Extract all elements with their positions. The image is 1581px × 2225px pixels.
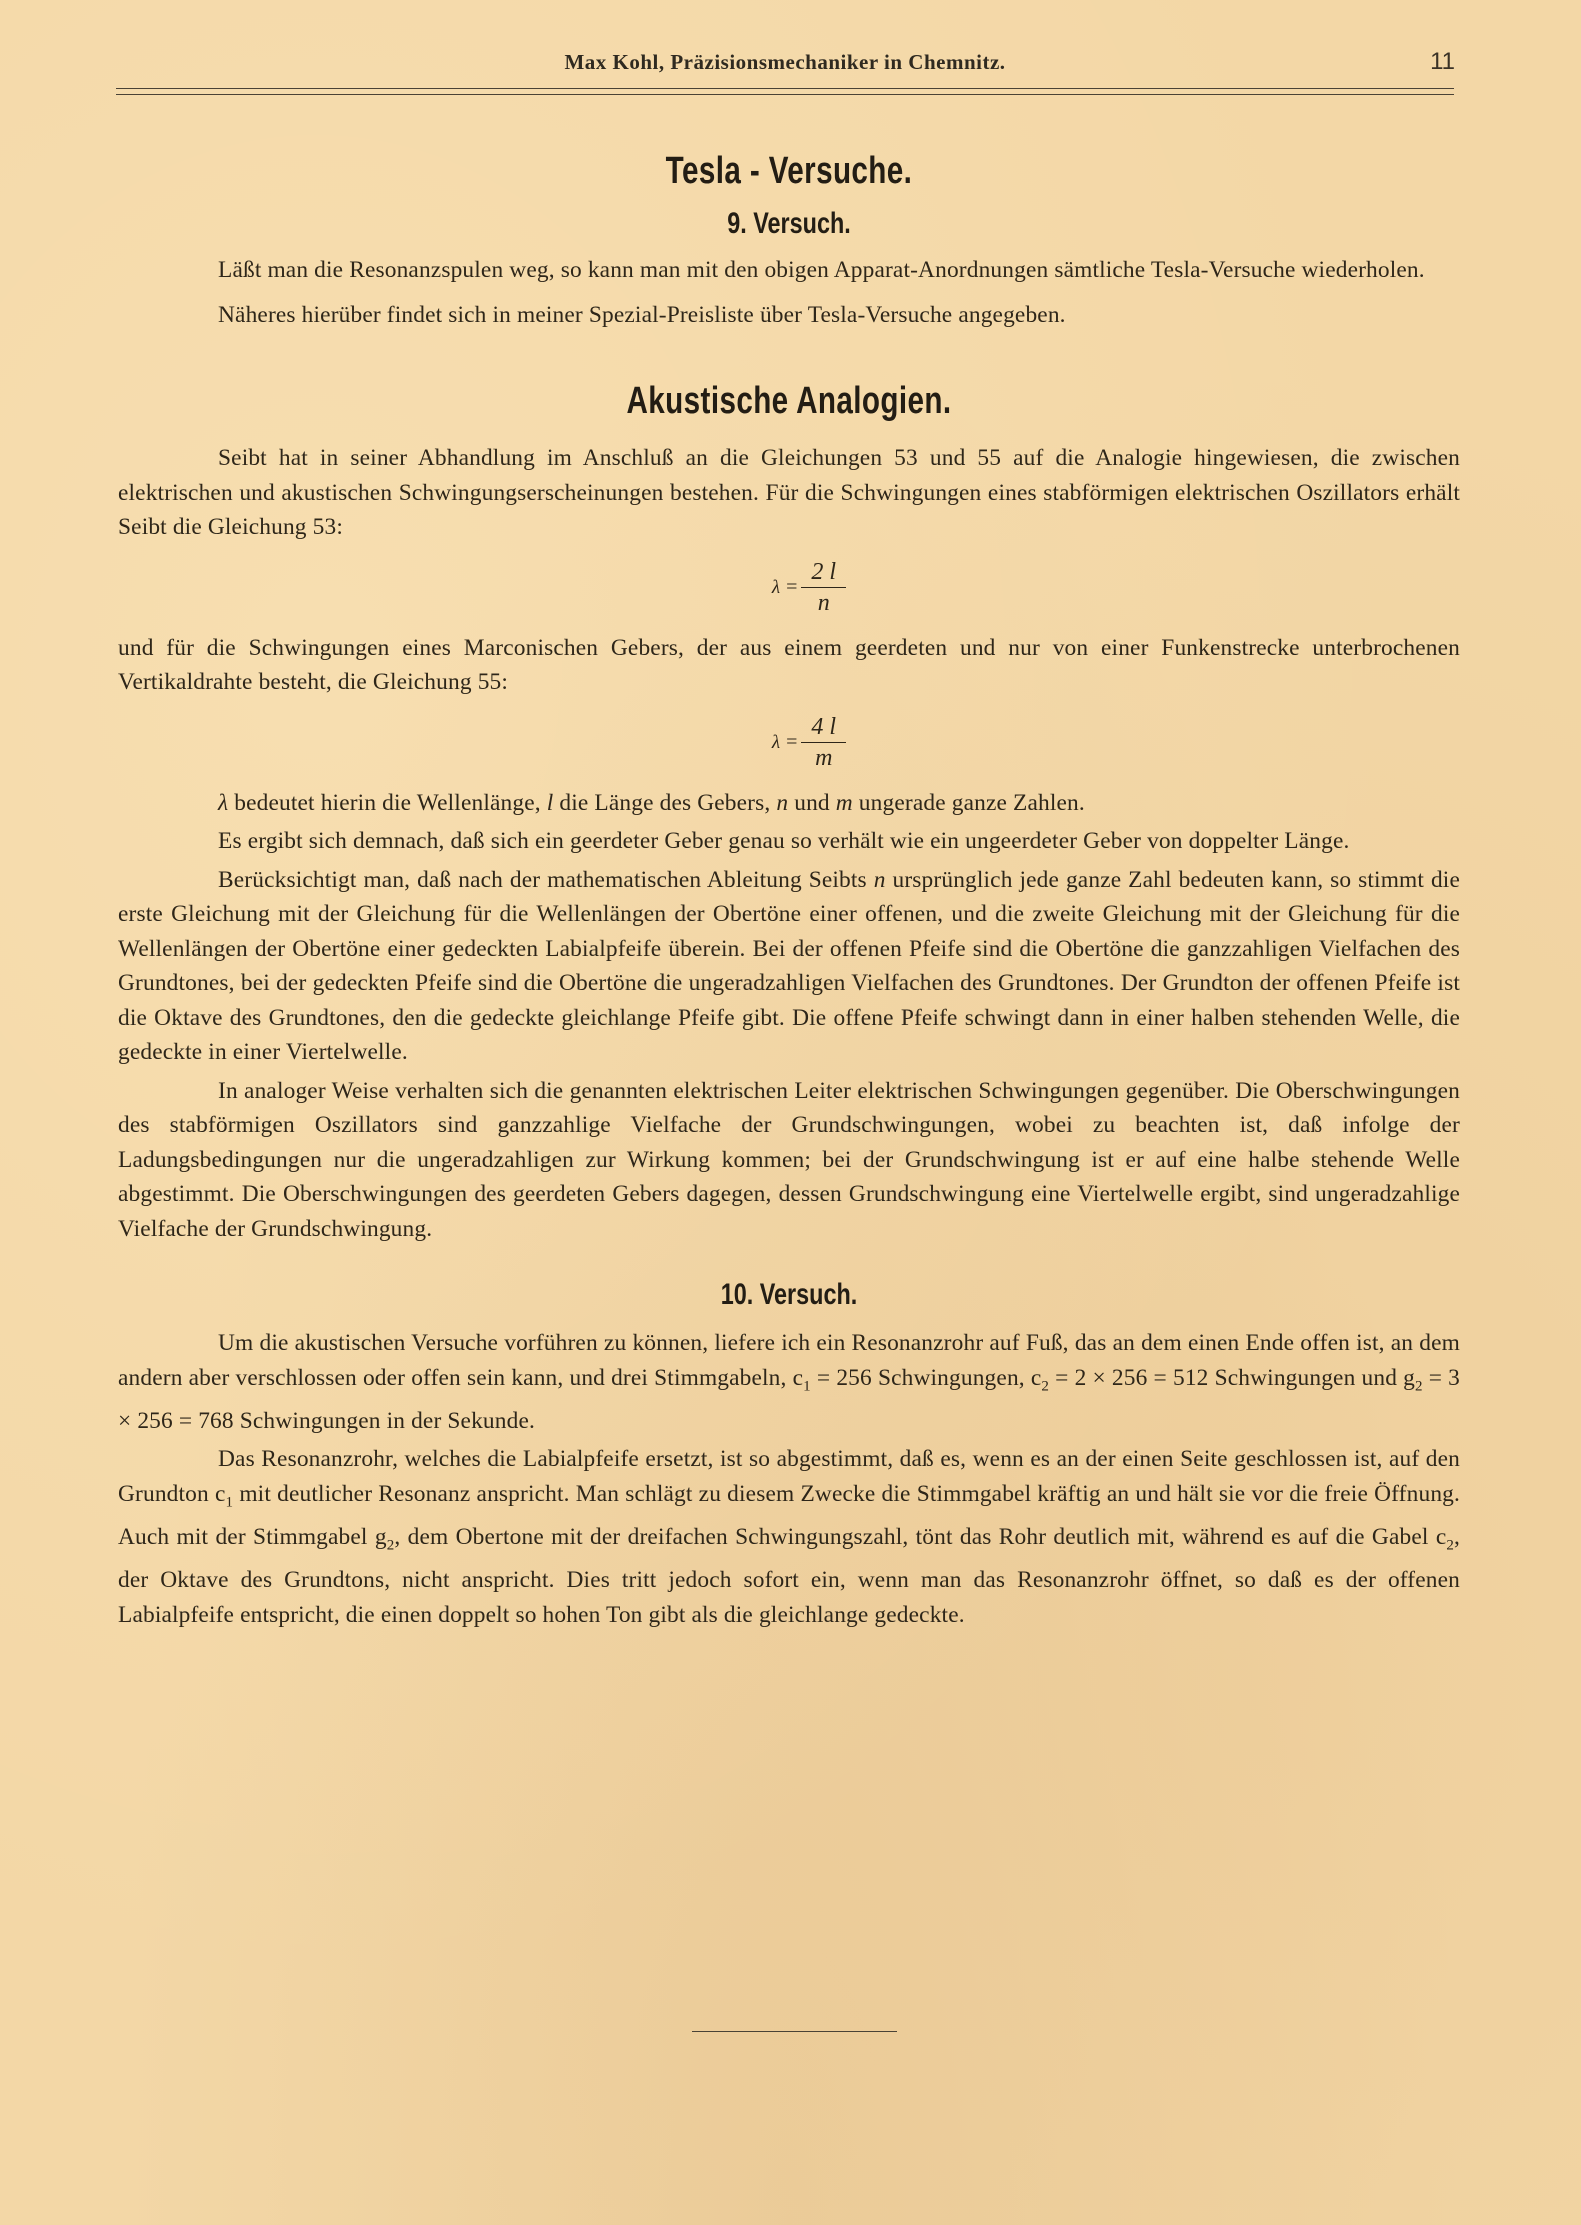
section-title-tesla: Tesla - Versuche. [665, 150, 913, 192]
paragraph: Um die akustischen Versuche vorführen zu können, liefere ich ein Resonanzrohr auf Fuß, das an dem einen Ende offen ist, an dem andern aber verschlossen oder offen sein kann, und drei Stimmgabeln, $c_1 = 256$ Schwingungen, $c_2 = 2 \times 256 = 512$ Schwingungen und $g_2 = 3 \times 256 = 768$ Schwingungen in der Sekunde. [118, 1330, 1461, 1434]
equation-lhs: λ [771, 576, 781, 598]
paragraph-definitions: λ bedeutet hierin die Wellenlänge, l die Länge des Gebers, n und m ungerade ganze Zahlen. [218, 789, 1085, 816]
numerator: 4 l [801, 712, 846, 743]
numerator: 2 l [801, 557, 846, 588]
equation-55 [158, 700, 1460, 786]
variable-n: n [776, 789, 789, 816]
paragraph: Seibt hat in seiner Abhandlung im Anschluß an die Gleichungen 53 und 55 auf die Analogie hingewiesen, die zwischen elektrischen und akustischen Schwingungserscheinungen bestehen. Für die Schwingungen eines stabförmigen elektrischen Oszillators erhält Seibt die Gleichung 53: [118, 445, 1460, 540]
paragraph: Berücksichtigt man, daß nach der mathematischen Ableitung Seibts n ursprünglich jede ganze Zahl bedeuten kann, so stimmt die erste Gleichung mit der Gleichung für die Wellenlängen der Obertöne einer offenen, und die zweite Gleichung mit der Gleichung für die Wellenlängen der Obertöne einer gedeckten Labialpfeife überein. Bei der offenen Pfeife sind die Obertöne die ganzzahligen Vielfachen des Grundtones, bei der gedeckten Pfeife sind die Obertöne die ungeradzahligen Vielfachen des Grundtones. Der Grundton der offenen Pfeife ist die Oktave des Grundtones, den die gedeckte gleichlange Pfeife gibt. Die offene Pfeife schwingt dann in einer halben stehenden Welle, die gedeckte in einer Viertelwelle. [118, 866, 1460, 1065]
variable-l: l [546, 789, 554, 816]
paragraph: Es ergibt sich demnach, daß sich ein geerdeter Geber genau so verhält wie ein ungeerdeter Geber von doppelter Länge. [218, 828, 1350, 854]
page-content [118, 150, 1460, 1632]
variable-lambda: λ [218, 789, 229, 816]
variable-m: m [835, 789, 853, 816]
running-head: Max Kohl, Präzisionsmechaniker in Chemnitz. [564, 50, 1006, 74]
equation-53 [158, 545, 1460, 631]
equation-lhs: λ [771, 731, 781, 753]
section-title-akustische-analogien: Akustische Analogien. [626, 380, 952, 422]
equation-equals: = [786, 576, 798, 598]
closing-rule [692, 2031, 897, 2032]
paragraph: und für die Schwingungen eines Marconischen Gebers, der aus einem geerdeten und nur von einer Funkenstrecke unterbrochenen Vertikaldrahte besteht, die Gleichung 55: [118, 634, 1460, 695]
paragraph: In analoger Weise verhalten sich die genannten elektrischen Leiter elektrischen Schwingungen gegenüber. Die Oberschwingungen des stabförmigen Oszillators sind ganzzahlige Vielfache der Grundschwingungen, wobei zu beachten ist, daß infolge der Ladungsbedingungen nur die ungeradzahligen zur Wirkung kommen; bei der Grundschwingung ist er auf eine halbe stehende Welle abgestimmt. Die Oberschwingungen des geerdeten Gebers dagegen, dessen Grundschwingung eine Viertelwelle ergibt, sind ungeradzahlige Vielfache der Grundschwingung. [118, 1077, 1460, 1242]
header-double-rule [116, 88, 1454, 95]
equation-equals: = [786, 731, 798, 753]
denominator: m [815, 745, 833, 771]
paragraph: Läßt man die Resonanzspulen weg, so kann man mit den obigen Apparat-Anordnungen sämtliche Tesla-Versuche wiederholen. [218, 257, 1425, 283]
paragraph: Näheres hierüber findet sich in meiner Spezial-Preisliste über Tesla-Versuche angegeben. [218, 301, 1066, 328]
page-number: 11 [1430, 48, 1455, 75]
subsection-title-versuch-10: 10. Versuch. [720, 1278, 858, 1311]
variable-n: n [873, 866, 886, 893]
subsection-title-versuch-9: 9. Versuch. [727, 207, 851, 240]
paragraph: Das Resonanzrohr, welches die Labialpfeife ersetzt, ist so abgestimmt, daß es, wenn es an der einen Seite geschlossen ist, auf den Grundton $c_1$ mit deutlicher Resonanz anspricht. Man schlägt zu diesem Zwecke die Stimmgabel kräftig an und hält sie vor die freie Öffnung. Auch mit der Stimmgabel $g_2$, dem Obertone mit der dreifachen Schwingungszahl, tönt das Rohr deutlich mit, während es auf die Gabel $c_2$, der Oktave des Grundtons, nicht anspricht. Dies tritt jedoch sofort ein, wenn man das Resonanzrohr öffnet, so daß es der offenen Labialpfeife entspricht, die einen doppelt so hohen Ton gibt als die gleichlange gedeckte. [118, 1446, 1461, 1628]
fraction [801, 712, 846, 773]
denominator: n [817, 590, 830, 616]
fraction [801, 557, 846, 618]
